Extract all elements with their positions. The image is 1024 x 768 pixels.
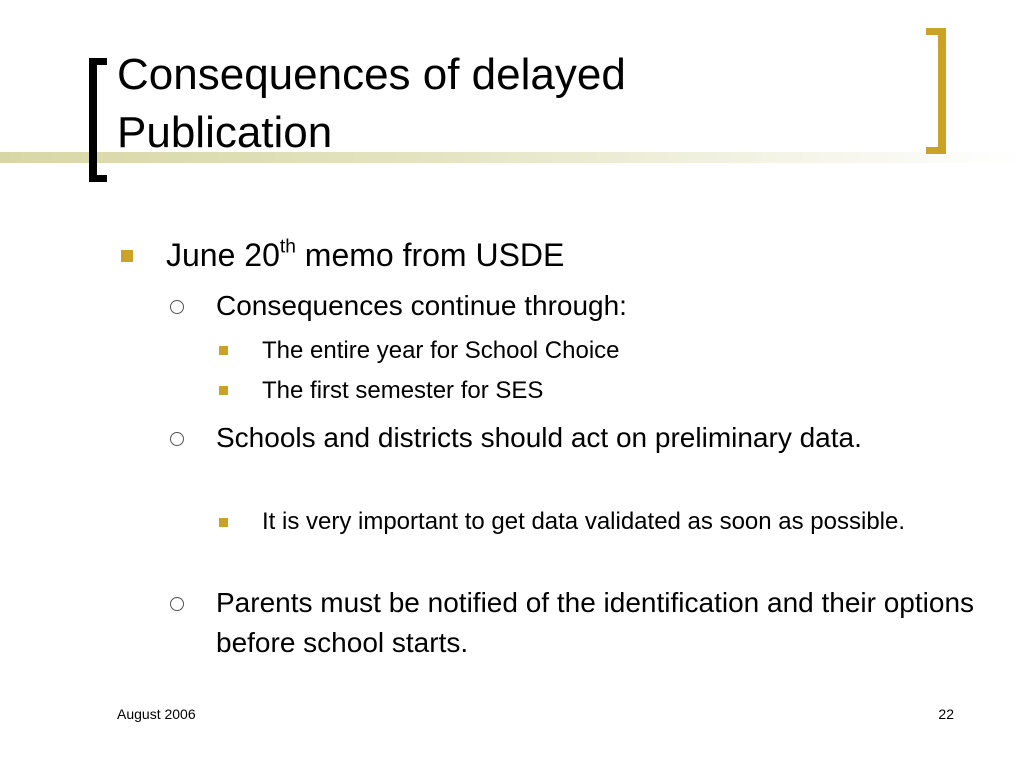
bullet-june-memo-text: June 20 — [166, 237, 280, 273]
circle-bullet-icon — [170, 300, 184, 314]
bullet-school-choice: The entire year for School Choice — [262, 337, 620, 364]
bullet-preliminary-data: Schools and districts should act on preliminary data. — [216, 422, 862, 453]
bullet-june-memo-superscript: th — [279, 236, 296, 258]
bullet-ses: The first semester for SES — [262, 377, 544, 404]
bullet-consequences: Consequences continue through: — [216, 290, 627, 321]
square-bullet-icon — [121, 250, 133, 262]
circle-bullet-icon — [170, 432, 184, 446]
square-bullet-icon — [219, 386, 228, 395]
bullet-parents-notified: Parents must be notified of the identification and their options before school starts. — [216, 587, 975, 658]
slide-title-line-2: Publication — [117, 108, 333, 157]
page-number: 22 — [938, 706, 954, 722]
footer-date: August 2006 — [117, 706, 196, 722]
bullet-validate-data: It is very important to get data validated as soon as possible. — [262, 508, 906, 535]
square-bullet-icon — [219, 518, 228, 527]
bullet-june-memo-text-end: memo from USDE — [295, 237, 565, 273]
slide-title-line-1: Consequences of delayed — [117, 50, 626, 99]
circle-bullet-icon — [170, 597, 184, 611]
bullet-june-memo — [166, 236, 966, 274]
square-bullet-icon — [219, 346, 228, 355]
